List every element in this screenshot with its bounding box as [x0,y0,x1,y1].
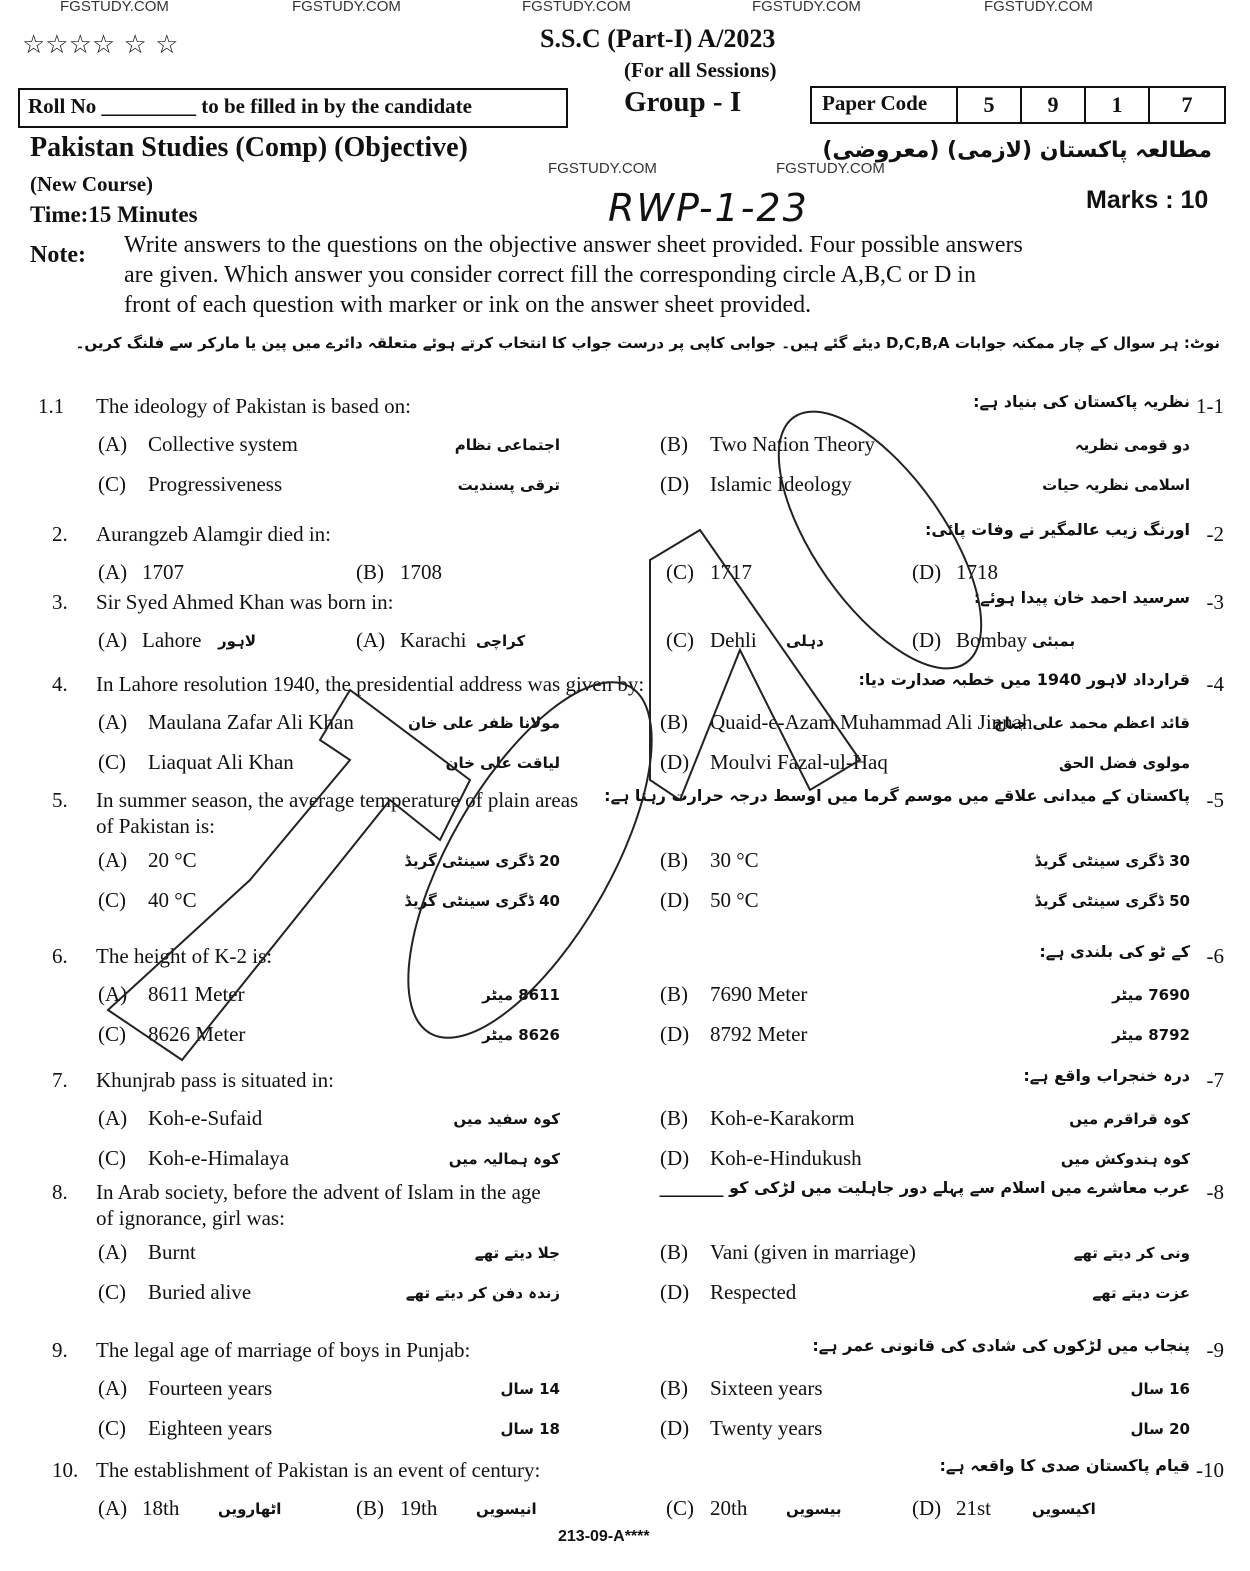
roll-number-label: Roll No _________ to be filled in by the candidate [28,94,472,118]
question-text-urdu: نظریہ پاکستان کی بنیاد ہے: [973,392,1190,411]
option-text[interactable]: Koh-e-Hindukush [710,1146,862,1170]
option-label[interactable]: (A) [98,432,128,456]
question-text: The height of K-2 is: [96,944,273,968]
option-label[interactable]: (D) [660,1146,690,1170]
option-text[interactable]: 40 °C [148,888,197,912]
option-text-urdu: 18 سال [500,1420,560,1438]
question-text-urdu: درہ خنجراب واقع ہے: [1023,1066,1190,1085]
option-text[interactable]: Koh-e-Himalaya [148,1146,290,1170]
option-label[interactable]: (B) [660,432,688,456]
question-number: 5. [52,788,68,812]
option-text[interactable]: Fourteen years [148,1376,273,1400]
option-text-urdu: 8626 میٹر [482,1026,560,1044]
option-label[interactable]: (A) [98,1376,128,1400]
option-text-urdu: 8611 میٹر [482,986,560,1004]
option-text[interactable]: 30 °C [710,848,759,872]
option-text-urdu: جلا دیتے تھے [474,1244,560,1262]
question-text: Aurangzeb Alamgir died in: [96,522,332,546]
watermark: FGSTUDY.COM [548,160,657,177]
option-text-urdu: عزت دیتے تھے [1092,1284,1190,1302]
option-label[interactable]: (D) [912,1496,942,1520]
option-label[interactable]: (C) [666,628,694,652]
option-label[interactable]: (B) [356,1496,384,1520]
option-text-urdu: ترقی پسندیت [457,476,560,494]
option-label[interactable]: (C) [98,1022,126,1046]
question-text-urdu: عرب معاشرے میں اسلام سے پہلے دور جاہلیت میں لڑکی کو ________ [659,1178,1190,1197]
option-text-urdu: زندہ دفن کر دیتے تھے [405,1284,560,1302]
option-label[interactable]: (D) [912,560,942,584]
option-label[interactable]: (C) [98,888,126,912]
option-text[interactable]: Lahore [142,628,202,652]
question-text-urdu: اورنگ زیب عالمگیر نے وفات پائی: [925,520,1190,539]
question-number-urdu: 1-1 [1196,394,1224,418]
option-label[interactable]: (B) [356,560,384,584]
question-number: 1.1 [38,394,65,418]
option-text-urdu: 8792 میٹر [1112,1026,1190,1044]
option-text[interactable]: 1708 [400,560,442,584]
option-label[interactable]: (A) [356,628,386,652]
question-text-urdu: سرسید احمد خان پیدا ہوئے: [973,588,1190,607]
option-text-urdu: قائد اعظم محمد علی جناح [993,714,1190,732]
option-label[interactable]: (C) [98,750,126,774]
option-label[interactable]: (C) [98,1416,126,1440]
option-text-urdu: کوہ قراقرم میں [1069,1110,1190,1128]
question-text: The establishment of Pakistan is an event of century: [96,1458,541,1482]
handwritten-code: RWP-1-23 [608,186,809,230]
question-number-urdu: -6 [1206,944,1224,968]
watermark: FGSTUDY.COM [522,0,631,15]
option-label[interactable]: (A) [98,848,128,872]
question-number: 3. [52,590,68,614]
course-label: (New Course) [30,172,154,196]
question-number-urdu: -2 [1206,522,1224,546]
option-label[interactable]: (A) [98,628,128,652]
option-label[interactable]: (B) [660,1240,688,1264]
option-text[interactable]: 19th [400,1496,438,1520]
option-text-urdu: لیاقت علی خان [445,754,560,772]
option-label[interactable]: (B) [660,1376,688,1400]
option-text-urdu: اسلامی نظریہ حیات [1042,476,1190,494]
option-label[interactable]: (C) [98,1280,126,1304]
option-label[interactable]: (D) [660,1280,690,1304]
question-text: In Arab society, before the advent of Islam in the age [96,1180,541,1204]
option-text[interactable]: 1718 [956,560,998,584]
option-text[interactable]: 50 °C [710,888,759,912]
question-text-urdu: قرارداد لاہور 1940 میں خطبہ صدارت دیا: [858,670,1190,689]
question-number-urdu: -9 [1206,1338,1224,1362]
option-text-urdu: مولوی فضل الحق [1058,754,1190,772]
question-text: In Lahore resolution 1940, the presidential address was given by: [96,672,645,696]
question-number: 9. [52,1338,68,1362]
option-text[interactable]: 8611 Meter [148,982,245,1006]
note-line: Write answers to the questions on the objective answer sheet provided. Four possible answers [124,232,1023,258]
option-text[interactable]: Respected [710,1280,797,1304]
option-text-urdu: کوہ سفید میں [453,1110,560,1128]
option-label[interactable]: (D) [660,472,690,496]
option-text[interactable]: 21st [956,1496,992,1520]
option-label[interactable]: (D) [660,750,690,774]
option-text[interactable]: 20 °C [148,848,197,872]
option-text[interactable]: 18th [142,1496,180,1520]
option-label[interactable]: (D) [660,1022,690,1046]
paper-code-digit: 7 [1148,86,1226,124]
question-number: 4. [52,672,68,696]
question-number: 2. [52,522,68,546]
watermark: FGSTUDY.COM [60,0,169,15]
option-text-urdu: 20 سال [1130,1420,1190,1438]
option-text[interactable]: 8626 Meter [148,1022,246,1046]
question-text: In summer season, the average temperature of plain areas [96,788,579,812]
option-text-urdu: کراچی [476,632,526,650]
option-label[interactable]: (B) [660,982,688,1006]
exam-title: S.S.C (Part-I) A/2023 [540,24,776,53]
option-text-urdu: دو قومی نظریہ [1074,436,1190,454]
question-number: 6. [52,944,68,968]
question-number-urdu: -5 [1206,788,1224,812]
option-text-urdu: لاہور [218,632,256,650]
note-line: are given. Which answer you consider correct fill the corresponding circle A,B,C or D in [124,262,976,288]
rating-stars: ☆☆☆☆ ☆ ☆ [22,30,179,60]
question-number: 8. [52,1180,68,1204]
footer-code: 213-09-A**** [558,1528,650,1545]
option-text-urdu: کوہ ہندوکش میں [1060,1150,1190,1168]
option-label[interactable]: (C) [666,1496,694,1520]
option-text[interactable]: Eighteen years [148,1416,273,1440]
option-text-urdu: 50 ڈگری سینٹی گریڈ [1034,892,1190,910]
option-text[interactable]: Buried alive [148,1280,252,1304]
option-text-urdu: اٹھارویں [218,1500,282,1518]
option-label[interactable]: (C) [98,1146,126,1170]
note-line: front of each question with marker or ink on the answer sheet provided. [124,292,812,318]
option-label[interactable]: (B) [660,710,688,734]
subject-title: Pakistan Studies (Comp) (Objective) [30,132,468,163]
option-text[interactable]: Maulana Zafar Ali Khan [148,710,354,734]
question-text-continued: of ignorance, girl was: [96,1206,285,1230]
option-text[interactable]: Islamic Ideology [710,472,852,496]
option-text[interactable]: 20th [710,1496,748,1520]
question-text-urdu: پنجاب میں لڑکوں کی شادی کی قانونی عمر ہے: [812,1336,1190,1355]
option-text-urdu: 7690 میٹر [1112,986,1190,1004]
question-text: Sir Syed Ahmed Khan was born in: [96,590,394,614]
option-text-urdu: اجتماعی نظام [454,436,560,454]
watermark: FGSTUDY.COM [984,0,1093,15]
option-label[interactable]: (A) [98,1240,128,1264]
option-text[interactable]: Burnt [148,1240,196,1264]
option-text[interactable]: Vani (given in marriage) [710,1240,916,1264]
option-text[interactable]: Quaid-e-Azam Muhammad Ali Jinnah [710,710,1033,734]
question-number-urdu: -3 [1206,590,1224,614]
watermark: FGSTUDY.COM [776,160,885,177]
paper-code-digit: 1 [1084,86,1150,124]
paper-code-digit: 9 [1020,86,1086,124]
option-text[interactable]: 7690 Meter [710,982,808,1006]
option-text-urdu: ونی کر دیتے تھے [1073,1244,1190,1262]
option-label[interactable]: (A) [98,1106,128,1130]
option-text-urdu: 40 ڈگری سینٹی گریڈ [404,892,560,910]
option-text-urdu: مولانا ظفر علی خان [408,714,560,732]
question-text: The legal age of marriage of boys in Punjab: [96,1338,471,1362]
paper-code-label-box [810,86,958,124]
option-text[interactable]: 1707 [142,560,184,584]
question-text: The ideology of Pakistan is based on: [96,394,411,418]
question-text-urdu: کے ٹو کی بلندی ہے: [1039,942,1190,961]
paper-code-label: Paper Code [822,91,928,115]
option-text[interactable]: Bombay [956,628,1028,652]
watermark: FGSTUDY.COM [292,0,401,15]
question-text-continued: of Pakistan is: [96,814,215,838]
option-label[interactable]: (B) [660,848,688,872]
group-label: Group - I [624,86,742,118]
option-text[interactable]: Karachi [400,628,467,652]
option-text[interactable]: Two Nation Theory [710,432,875,456]
question-number: 7. [52,1068,68,1092]
option-text-urdu: 14 سال [500,1380,560,1398]
option-text[interactable]: Liaquat Ali Khan [148,750,294,774]
option-text-urdu: 30 ڈگری سینٹی گریڈ [1034,852,1190,870]
option-text-urdu: اکیسویں [1032,1500,1096,1518]
option-text[interactable]: Twenty years [710,1416,823,1440]
option-label[interactable]: (D) [660,888,690,912]
option-label[interactable]: (D) [660,1416,690,1440]
question-text-urdu: قیام پاکستان صدی کا واقعہ ہے: [939,1456,1190,1475]
option-text-urdu: بیسویں [786,1500,842,1518]
watermark: FGSTUDY.COM [752,0,861,15]
note-label: Note: [30,242,86,268]
option-text[interactable]: Koh-e-Sufaid [148,1106,263,1130]
option-text-urdu: انیسویں [476,1500,537,1518]
question-text: Khunjrab pass is situated in: [96,1068,334,1092]
question-number-urdu: -4 [1206,672,1224,696]
option-text[interactable]: 1717 [710,560,752,584]
option-label[interactable]: (B) [660,1106,688,1130]
option-label[interactable]: (C) [666,560,694,584]
question-number-urdu: -7 [1206,1068,1224,1092]
option-text[interactable]: Dehli [710,628,757,652]
option-label[interactable]: (C) [98,472,126,496]
option-text-urdu: دہلی [786,632,824,650]
option-text[interactable]: Moulvi Fazal-ul-Haq [710,750,888,774]
option-text[interactable]: Koh-e-Karakorm [710,1106,855,1130]
option-label[interactable]: (A) [98,560,128,584]
marks-label: Marks : 10 [1086,186,1209,214]
option-text[interactable]: Sixteen years [710,1376,823,1400]
note-urdu: نوٹ: ہر سوال کے چار ممکنہ جوابات D,C,B,A دیئے گئے ہیں۔ جوابی کاپی پر درست جواب کا انتخاب کرتے ہوئے متعلقہ دائرے میں پین یا مارکر سے فلنگ کریں۔ [75,334,1220,352]
option-label[interactable]: (A) [98,710,128,734]
question-number-urdu: -8 [1206,1180,1224,1204]
paper-code-digit: 5 [956,86,1022,124]
option-text-urdu: 16 سال [1130,1380,1190,1398]
option-label[interactable]: (D) [912,628,942,652]
time-label: Time:15 Minutes [30,202,198,227]
option-label[interactable]: (A) [98,1496,128,1520]
option-text-urdu: 20 ڈگری سینٹی گریڈ [404,852,560,870]
exam-sessions: (For all Sessions) [624,58,777,82]
question-text-urdu: پاکستان کے میدانی علاقے میں موسم گرما میں اوسط درجہ حرارت رہتا ہے: [604,786,1190,805]
option-text[interactable]: 8792 Meter [710,1022,808,1046]
subject-title-urdu: مطالعہ پاکستان (لازمی) (معروضی) [822,138,1212,163]
option-label[interactable]: (A) [98,982,128,1006]
question-number: 10. [52,1458,79,1482]
option-text[interactable]: Progressiveness [148,472,283,496]
question-number-urdu: -10 [1196,1458,1224,1482]
option-text-urdu: بمبئی [1032,632,1076,650]
roll-number-box[interactable] [18,88,568,128]
option-text-urdu: کوہ ہمالیہ میں [448,1150,560,1168]
option-text[interactable]: Collective system [148,432,298,456]
